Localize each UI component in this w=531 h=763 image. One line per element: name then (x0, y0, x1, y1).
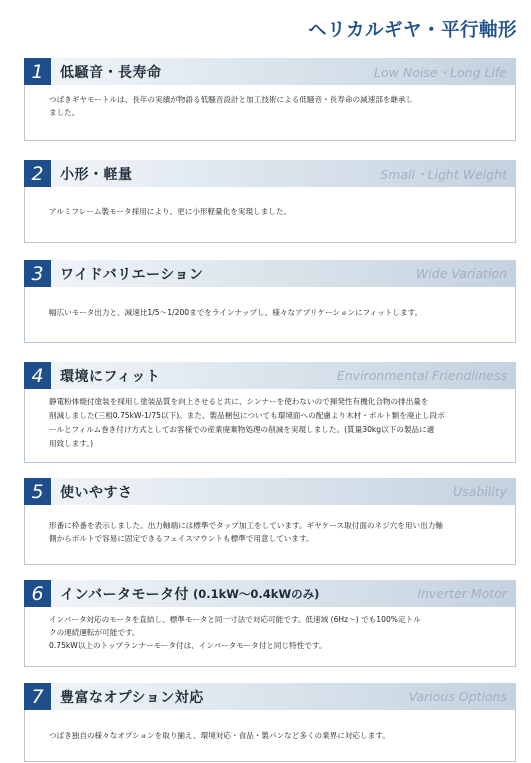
section-number-box (24, 160, 51, 187)
body-line: ールとフィルム巻き付け方式としてお客様での産業廃棄物処理の削減を実現しました。(質量30kg以下の製品に適 (49, 425, 435, 434)
section-number-box (24, 580, 51, 607)
section-body (24, 389, 516, 463)
section-header (24, 260, 516, 287)
body-line: インバータ対応のモータを直結し、標準モータと同一寸法で対応可能です。低速域 (6Hz〜) でも100%定トル (49, 615, 421, 624)
body-line: ました。 (49, 108, 80, 117)
section-english-title: Various Options (408, 689, 507, 704)
body-line: つばき独自の様々なオプションを取り揃え、環境対応・食品・製パンなど多くの業界に対応します。 (49, 731, 390, 740)
section-number: 4 (31, 364, 44, 387)
section-number: 7 (31, 685, 44, 708)
section-body (24, 607, 516, 667)
section-1 (24, 58, 516, 141)
section-number: 6 (31, 582, 44, 605)
section-5 (24, 478, 516, 565)
section-title: インバータモータ付 (0.1kW〜0.4kWのみ) (60, 586, 320, 603)
section-header (24, 683, 516, 710)
section-header (24, 160, 516, 187)
section-number: 2 (31, 162, 44, 185)
section-3 (24, 260, 516, 343)
body-line: 側からボルトで容易に固定できるフェイスマウントも標準で用意しています。 (49, 534, 314, 543)
section-body (24, 505, 516, 565)
body-line: 幅広いモータ出力と、減速比1/5〜1/200までをラインナップし、様々なアプリケーションにフィットします。 (49, 308, 423, 317)
section-body (24, 187, 516, 243)
section-header (24, 58, 516, 85)
body-line: クの連続運転が可能です。 (49, 628, 140, 637)
body-line: 形番に枠番を表示しました。出力軸端には標準でタップ加工をしています。ギヤケース取付面のネジ穴を用い出力軸 (49, 521, 443, 530)
section-title: ワイドバリエーション (60, 266, 204, 283)
section-title: 使いやすさ (60, 484, 133, 501)
section-body (24, 85, 516, 141)
section-title: 小形・軽量 (60, 166, 133, 183)
section-title: 豊富なオプション対応 (60, 689, 204, 706)
section-english-title: Low Noise・Long Life (374, 64, 507, 80)
body-line: 静電粉体焼付塗装を採用し塗装品質を向上させると共に、シンナーを使わないので揮発性有機化合物の排出量を (49, 397, 429, 406)
section-header (24, 362, 516, 389)
section-number-box (24, 478, 51, 505)
section-title: 環境にフィット (60, 368, 161, 385)
page-title: ヘリカルギヤ・平行軸形 (308, 20, 517, 41)
section-english-title: Usability (453, 484, 507, 499)
body-line: 0.75kW以上のトップランナーモータ付は、インバータモータ付と同じ特性です。 (49, 641, 327, 650)
section-english-title: Wide Variation (415, 266, 507, 281)
section-number: 5 (31, 480, 44, 503)
section-2 (24, 160, 516, 243)
section-number: 1 (31, 60, 44, 83)
body-line: アルミフレーム製モータ採用により、更に小形軽量化を実現しました。 (49, 207, 292, 216)
body-line: つばきギヤモートルは、長年の実績が物語る低騒音設計と加工技術による低騒音・長寿命の減速部を継承し (49, 95, 414, 104)
section-english-title: Inverter Motor (417, 586, 507, 601)
section-body (24, 287, 516, 343)
section-number: 3 (31, 262, 44, 285)
section-body (24, 710, 516, 762)
body-line: 用致します。) (49, 439, 94, 448)
section-english-title: Environmental Friendliness (336, 368, 507, 383)
section-7 (24, 683, 516, 762)
section-number-box (24, 58, 51, 85)
section-english-title: Small・Light Weight (380, 166, 507, 182)
section-6 (24, 580, 516, 667)
section-number-box (24, 260, 51, 287)
section-number-box (24, 362, 51, 389)
section-header (24, 478, 516, 505)
body-line: 削減しました(三相0.75kW-1/75以下)。また、製品梱包についても環境面への配慮より木材・ボルト類を廃止し段ボ (49, 411, 445, 420)
section-number-box (24, 683, 51, 710)
section-title: 低騒音・長寿命 (60, 64, 162, 81)
section-header (24, 580, 516, 607)
section-4 (24, 362, 516, 463)
